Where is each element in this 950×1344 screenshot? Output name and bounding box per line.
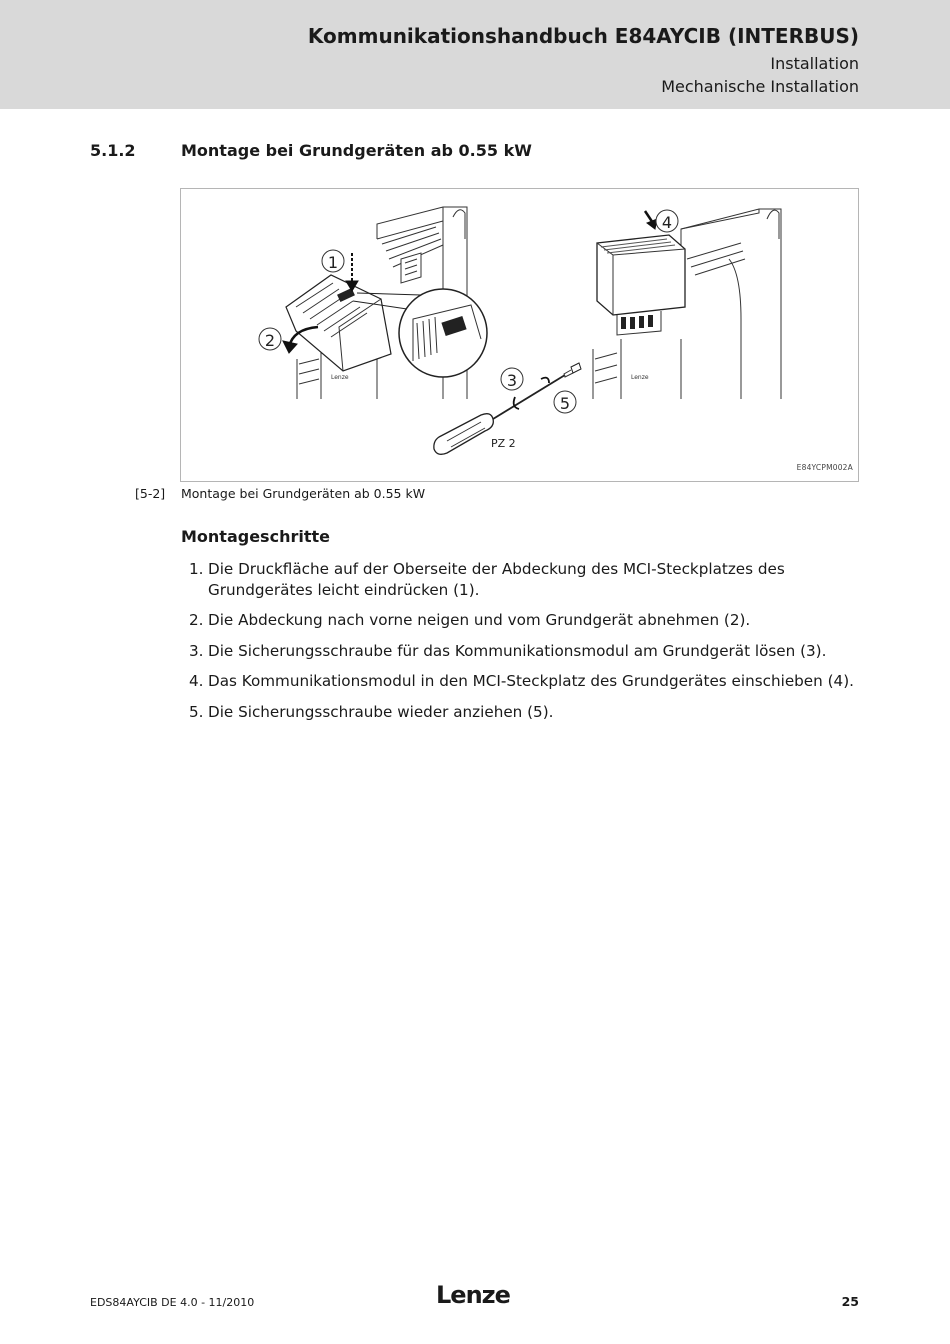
label-2: 2 [264, 331, 276, 350]
figure-caption: Montage bei Grundgeräten ab 0.55 kW [181, 486, 426, 501]
figure-caption-number: [5-2] [135, 486, 166, 501]
step-number: 1. [189, 560, 204, 578]
step-item [181, 702, 859, 723]
step-text: Die Sicherungsschraube für das Kommunikationsmodul am Grundgerät lösen (3). [208, 641, 827, 660]
document-title: Kommunikationshandbuch E84AYCIB (INTERBUS) [307, 24, 859, 48]
step-text: Die Druckfläche auf der Oberseite der Abdeckung des MCI-Steckplatzes des Grundgerätes leicht eindrücken (1). [208, 560, 785, 599]
assembly-figure [180, 188, 859, 482]
svg-text:Lenze: Lenze [631, 374, 649, 381]
step-item [181, 641, 859, 662]
push-arrow-4 [645, 211, 657, 229]
label-1: 1 [327, 253, 339, 272]
label-3: 3 [506, 371, 518, 390]
svg-text:Lenze: Lenze [331, 374, 349, 381]
chapter-title: Installation [770, 54, 859, 73]
step-number: 2. [189, 611, 204, 629]
step-item [181, 671, 859, 692]
steps-list [181, 559, 859, 732]
cover-plate [286, 275, 391, 371]
lenze-logo: Lenze [436, 1281, 510, 1309]
step-text: Das Kommunikationsmodul in den MCI-Steckplatz des Grundgerätes einschieben (4). [208, 672, 854, 690]
communication-module [597, 235, 685, 335]
label-5: 5 [559, 394, 571, 413]
tool-label: PZ 2 [491, 437, 516, 450]
footer-document-id: EDS84AYCIB DE 4.0 - 11/2010 [90, 1296, 255, 1309]
label-4: 4 [661, 213, 673, 232]
step-number: 5. [189, 702, 204, 721]
step-number: 4. [189, 672, 204, 690]
step-item [181, 559, 859, 600]
step-number: 3. [189, 641, 204, 660]
section-breadcrumb: Mechanische Installation [661, 77, 859, 96]
page-number: 25 [841, 1294, 859, 1309]
section-title: Montage bei Grundgeräten ab 0.55 kW [181, 141, 532, 160]
section-number: 5.1.2 [90, 141, 136, 160]
figure-code: E84YCPM002A [796, 463, 853, 472]
step-text: Die Sicherungsschraube wieder anziehen (5). [208, 702, 554, 721]
screw [564, 363, 581, 377]
step-item [181, 610, 859, 631]
steps-heading: Montageschritte [181, 527, 330, 546]
assembly-illustration [181, 189, 860, 483]
step-text: Die Abdeckung nach vorne neigen und vom Grundgerät abnehmen (2). [208, 611, 751, 629]
